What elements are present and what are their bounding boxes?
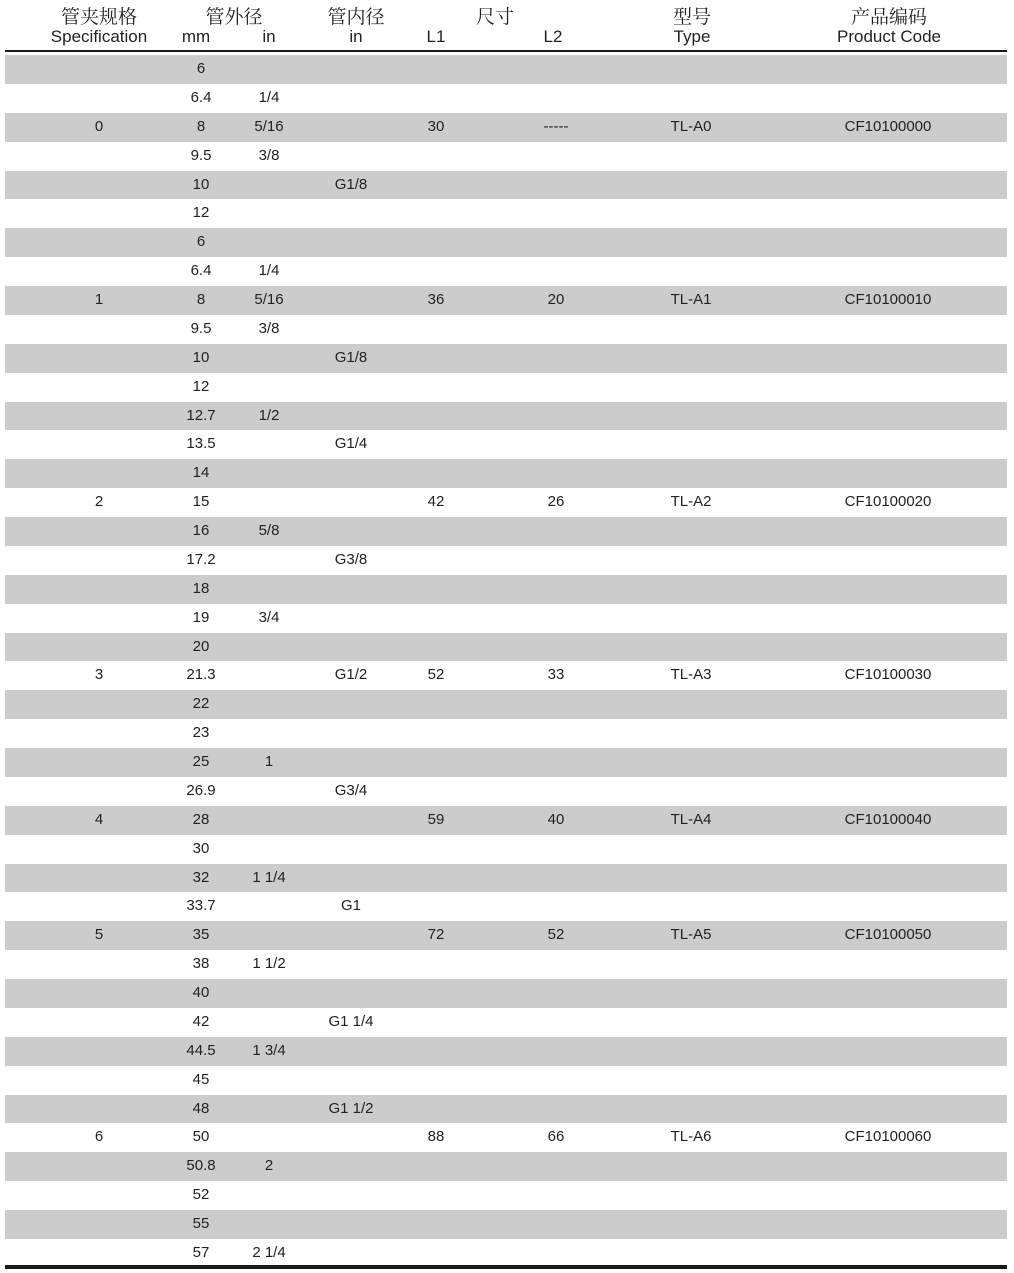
od-in-header: in — [262, 27, 276, 46]
od-in-cell: 5/16 — [254, 291, 284, 308]
table-row — [5, 690, 1007, 719]
od-mm-cell: 19 — [192, 608, 210, 626]
table-row — [5, 315, 1007, 344]
od-in-cell: 1/4 — [258, 262, 280, 280]
spec-cell: 0 — [94, 117, 104, 135]
od-mm-cell: 44.5 — [186, 1041, 216, 1059]
od-mm-cell: 10 — [192, 175, 210, 193]
od-mm-cell: 9.5 — [190, 319, 212, 337]
od-mm-cell: 21.3 — [186, 666, 216, 684]
product-code-cell: CF10100000 — [844, 117, 932, 135]
od-header-cn: 管外径 — [205, 6, 263, 28]
table-row — [5, 1239, 1007, 1268]
spec-cell: 2 — [94, 493, 104, 511]
table-row — [5, 892, 1007, 921]
od-mm-header: mm — [181, 27, 211, 46]
od-mm-cell: 6.4 — [190, 262, 212, 280]
l2-cell: 40 — [547, 810, 565, 828]
od-mm-cell: 16 — [192, 522, 210, 539]
table-row — [5, 257, 1007, 286]
table-row — [5, 1095, 1007, 1124]
od-mm-cell: 38 — [192, 955, 210, 973]
table-row — [5, 748, 1007, 777]
od-mm-cell: 57 — [192, 1243, 210, 1261]
od-mm-cell: 12 — [192, 377, 210, 395]
od-mm-cell: 17.2 — [186, 550, 216, 568]
l1-header: L1 — [426, 27, 446, 46]
od-mm-cell: 15 — [192, 493, 210, 511]
table-row — [5, 344, 1007, 373]
product-code-cell: CF10100060 — [844, 1128, 932, 1146]
od-in-cell: 1 1/2 — [252, 955, 286, 973]
od-mm-cell: 8 — [196, 291, 206, 308]
table-row — [5, 1037, 1007, 1066]
bottom-rule — [5, 1265, 1007, 1269]
type-cell: TL-A0 — [670, 117, 712, 135]
id-in-header: in — [349, 27, 363, 46]
od-mm-cell: 33.7 — [186, 897, 216, 915]
product-code-cell: CF10100020 — [844, 493, 932, 511]
od-mm-cell: 30 — [192, 839, 210, 857]
od-mm-cell: 42 — [192, 1012, 210, 1030]
l1-cell: 59 — [427, 810, 445, 828]
table-row — [5, 806, 1007, 835]
table-row — [5, 1123, 1007, 1152]
od-mm-cell: 26.9 — [186, 781, 216, 799]
table-row — [5, 113, 1007, 142]
od-mm-cell: 18 — [192, 579, 210, 597]
od-mm-cell: 45 — [192, 1070, 210, 1088]
table-row — [5, 835, 1007, 864]
table-row — [5, 950, 1007, 979]
table-row — [5, 430, 1007, 459]
code-header-en: Product Code — [837, 27, 941, 46]
table-row — [5, 199, 1007, 228]
inner-diameter-cell: G1/8 — [334, 348, 368, 366]
spec-cell: 4 — [94, 810, 104, 828]
header-rule — [5, 50, 1007, 52]
l2-cell: 52 — [547, 926, 565, 944]
table-row — [5, 228, 1007, 257]
table-row — [5, 921, 1007, 950]
table-row — [5, 142, 1007, 171]
spec-cell: 1 — [94, 291, 104, 308]
size-header-cn: 尺寸 — [475, 6, 515, 28]
od-in-cell: 1/4 — [258, 88, 280, 106]
table-row — [5, 1008, 1007, 1037]
table-row — [5, 402, 1007, 431]
od-in-cell: 1 1/4 — [252, 868, 286, 886]
table-row — [5, 546, 1007, 575]
od-mm-cell: 14 — [192, 464, 210, 482]
l1-cell: 42 — [427, 493, 445, 511]
od-in-cell: 1/2 — [258, 406, 280, 424]
l1-cell: 88 — [427, 1128, 445, 1146]
od-mm-cell: 32 — [192, 868, 210, 886]
product-code-cell: CF10100010 — [844, 291, 932, 308]
table-row — [5, 488, 1007, 517]
spec-header-en: Specification — [50, 27, 148, 46]
type-cell: TL-A4 — [670, 810, 712, 828]
table-row — [5, 1210, 1007, 1239]
table-row — [5, 1152, 1007, 1181]
od-mm-cell: 48 — [192, 1099, 210, 1117]
product-code-cell: CF10100040 — [844, 810, 932, 828]
inner-diameter-cell: G1 1/2 — [328, 1099, 374, 1117]
table-row — [5, 633, 1007, 662]
table-row — [5, 777, 1007, 806]
l2-cell: 20 — [547, 291, 565, 308]
od-mm-cell: 50 — [192, 1128, 210, 1146]
table-row — [5, 1181, 1007, 1210]
table-row — [5, 979, 1007, 1008]
l2-cell: 26 — [547, 493, 565, 511]
od-in-cell: 2 1/4 — [252, 1243, 286, 1261]
od-mm-cell: 8 — [196, 117, 206, 135]
table-row — [5, 459, 1007, 488]
od-mm-cell: 12 — [192, 204, 210, 222]
inner-diameter-cell: G1/2 — [334, 666, 368, 684]
l1-cell: 52 — [427, 666, 445, 684]
od-in-cell: 1 — [264, 753, 274, 770]
l2-header: L2 — [543, 27, 563, 46]
table-row — [5, 719, 1007, 748]
table-row — [5, 517, 1007, 546]
inner-diameter-cell: G1/4 — [334, 435, 368, 453]
table-row — [5, 286, 1007, 315]
l1-cell: 36 — [427, 291, 445, 308]
od-mm-cell: 12.7 — [186, 406, 216, 424]
table-row — [5, 661, 1007, 690]
id-header-cn: 管内径 — [327, 6, 385, 28]
od-mm-cell: 23 — [192, 724, 210, 742]
od-mm-cell: 10 — [192, 348, 210, 366]
od-in-cell: 1 3/4 — [252, 1041, 286, 1059]
table-body — [5, 55, 1007, 1268]
od-mm-cell: 28 — [192, 810, 210, 828]
type-cell: TL-A3 — [670, 666, 712, 684]
od-in-cell: 3/4 — [258, 608, 280, 626]
product-code-cell: CF10100030 — [844, 666, 932, 684]
table-row — [5, 604, 1007, 633]
l2-cell: 33 — [547, 666, 565, 684]
od-mm-cell: 6.4 — [190, 88, 212, 106]
inner-diameter-cell: G3/4 — [334, 781, 368, 799]
type-cell: TL-A2 — [670, 493, 712, 511]
type-header-en: Type — [673, 27, 711, 46]
od-in-cell: 3/8 — [258, 319, 280, 337]
od-in-cell: 5/8 — [258, 522, 280, 539]
od-mm-cell: 22 — [192, 695, 210, 713]
spec-cell: 5 — [94, 926, 104, 944]
od-in-cell: 5/16 — [254, 117, 284, 135]
table-row — [5, 575, 1007, 604]
type-cell: TL-A5 — [670, 926, 712, 944]
table-row — [5, 55, 1007, 84]
table-row — [5, 84, 1007, 113]
inner-diameter-cell: G1 — [340, 897, 362, 915]
od-mm-cell: 13.5 — [186, 435, 216, 453]
l1-cell: 72 — [427, 926, 445, 944]
table-row — [5, 171, 1007, 200]
l2-cell: ----- — [543, 117, 569, 135]
od-mm-cell: 6 — [196, 233, 206, 251]
od-mm-cell: 9.5 — [190, 146, 212, 164]
table-header — [0, 0, 1014, 54]
od-mm-cell: 20 — [192, 637, 210, 655]
spec-header-cn: 管夹规格 — [60, 6, 138, 28]
type-header-cn: 型号 — [672, 6, 712, 28]
inner-diameter-cell: G1 1/4 — [328, 1012, 374, 1030]
od-mm-cell: 25 — [192, 753, 210, 770]
spec-cell: 3 — [94, 666, 104, 684]
product-code-cell: CF10100050 — [844, 926, 932, 944]
l1-cell: 30 — [427, 117, 445, 135]
od-mm-cell: 52 — [192, 1186, 210, 1204]
od-in-cell: 3/8 — [258, 146, 280, 164]
table-row — [5, 864, 1007, 893]
inner-diameter-cell: G1/8 — [334, 175, 368, 193]
table-row — [5, 1066, 1007, 1095]
spec-cell: 6 — [94, 1128, 104, 1146]
table-row — [5, 373, 1007, 402]
l2-cell: 66 — [547, 1128, 565, 1146]
inner-diameter-cell: G3/8 — [334, 550, 368, 568]
od-mm-cell: 50.8 — [186, 1157, 216, 1175]
od-in-cell: 2 — [264, 1157, 274, 1175]
code-header-cn: 产品编码 — [850, 6, 928, 28]
od-mm-cell: 55 — [192, 1215, 210, 1232]
od-mm-cell: 40 — [192, 984, 210, 1001]
od-mm-cell: 35 — [192, 926, 210, 944]
od-mm-cell: 6 — [196, 60, 206, 77]
type-cell: TL-A1 — [670, 291, 712, 308]
type-cell: TL-A6 — [670, 1128, 712, 1146]
